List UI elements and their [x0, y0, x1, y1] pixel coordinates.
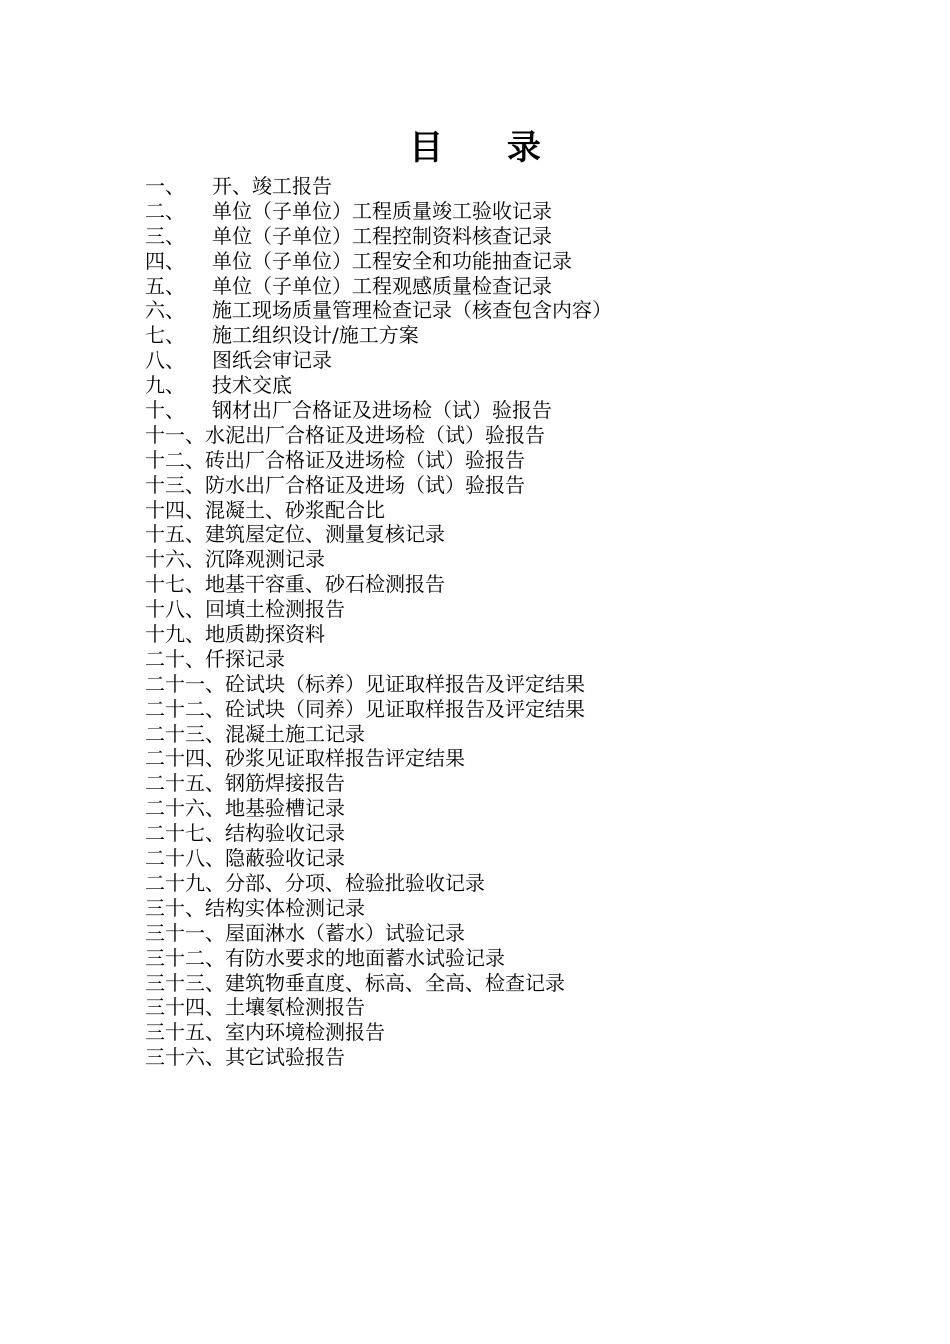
- toc-item: [145, 1045, 612, 1070]
- toc-item-number: 四、: [145, 248, 185, 273]
- toc-item: [145, 498, 612, 523]
- toc-item: [145, 572, 612, 597]
- toc-item-text: 开、竣工报告: [212, 174, 332, 198]
- toc-item-number: 二十六、: [145, 796, 225, 821]
- toc-item-number: 十、: [145, 398, 185, 423]
- toc-item-text: 其它试验报告: [225, 1045, 345, 1070]
- toc-item-number: 三十六、: [145, 1045, 225, 1070]
- toc-item-number: 十九、: [145, 622, 205, 647]
- toc-item-number: 三十一、: [145, 920, 225, 945]
- toc-item-text: 砂浆见证取样报告评定结果: [225, 746, 465, 771]
- toc-item-number: 三十四、: [145, 995, 225, 1020]
- toc-item-text: 单位（子单位）工程安全和功能抽查记录: [212, 248, 572, 273]
- toc-item-text: 砼试块（标养）见证取样报告及评定结果: [225, 671, 585, 696]
- toc-item: [145, 821, 612, 846]
- table-of-contents: [145, 174, 612, 1070]
- toc-item-number: 一、: [145, 174, 185, 198]
- toc-item: [145, 423, 612, 448]
- toc-item-number: 二十九、: [145, 870, 225, 895]
- toc-item-number: 六、: [145, 298, 185, 323]
- toc-item: [145, 448, 612, 473]
- toc-item-text: 建筑物垂直度、标高、全高、检查记录: [225, 970, 565, 995]
- toc-item-text: 建筑屋定位、测量复核记录: [205, 522, 445, 547]
- toc-item: [145, 373, 612, 398]
- toc-item-text: 仟探记录: [205, 646, 285, 671]
- toc-item-text: 水泥出厂合格证及进场检（试）验报告: [205, 422, 545, 447]
- toc-item-text: 防水出厂合格证及进场（试）验报告: [205, 472, 525, 497]
- toc-item-number: 十二、: [145, 447, 205, 472]
- toc-item-text: 室内环境检测报告: [225, 1020, 385, 1045]
- toc-item: [145, 1020, 612, 1045]
- toc-item: [145, 871, 612, 896]
- toc-item-number: 二十三、: [145, 721, 225, 746]
- toc-item: [145, 473, 612, 498]
- toc-item: [145, 771, 612, 796]
- toc-item-number: 二十八、: [145, 846, 225, 871]
- toc-item-text: 结构实体检测记录: [205, 895, 365, 920]
- toc-item: [145, 348, 612, 373]
- toc-item-number: 三十三、: [145, 970, 225, 995]
- toc-item-text: 施工组织设计/施工方案: [212, 323, 419, 348]
- toc-item-text: 混凝土、砂浆配合比: [205, 497, 385, 522]
- toc-item-number: 十一、: [145, 422, 205, 447]
- toc-item: [145, 746, 612, 771]
- toc-item-text: 砖出厂合格证及进场检（试）验报告: [205, 447, 525, 472]
- toc-item: [145, 547, 612, 572]
- toc-item: [145, 249, 612, 274]
- toc-item-text: 回填土检测报告: [205, 597, 345, 622]
- toc-item-text: 钢筋焊接报告: [225, 771, 345, 796]
- toc-item: [145, 896, 612, 921]
- toc-item-text: 混凝土施工记录: [225, 721, 365, 746]
- toc-item: [145, 323, 612, 348]
- toc-item: [145, 298, 612, 323]
- toc-item-number: 三十、: [145, 895, 205, 920]
- toc-item-number: 七、: [145, 323, 185, 348]
- page-title: 目 录: [409, 128, 567, 168]
- toc-item-number: 十七、: [145, 572, 205, 597]
- toc-item: [145, 622, 612, 647]
- toc-item-text: 土壤氡检测报告: [225, 995, 365, 1020]
- toc-item: [145, 224, 612, 249]
- toc-item-number: 十六、: [145, 547, 205, 572]
- toc-item-text: 钢材出厂合格证及进场检（试）验报告: [212, 398, 552, 423]
- toc-item: [145, 971, 612, 996]
- toc-item-number: 二、: [145, 198, 185, 223]
- toc-item-number: 十八、: [145, 597, 205, 622]
- toc-item: [145, 522, 612, 547]
- toc-item: [145, 647, 612, 672]
- toc-item-number: 二十五、: [145, 771, 225, 796]
- toc-item: [145, 921, 612, 946]
- toc-item-number: 十四、: [145, 497, 205, 522]
- toc-item-number: 九、: [145, 373, 185, 398]
- toc-item-text: 施工现场质量管理检查记录（核查包含内容）: [212, 298, 612, 323]
- toc-item-text: 地质勘探资料: [205, 622, 325, 647]
- toc-item-number: 八、: [145, 348, 185, 373]
- toc-item-number: 二十一、: [145, 671, 225, 696]
- toc-item-number: 十三、: [145, 472, 205, 497]
- toc-item: [145, 672, 612, 697]
- toc-item: [145, 796, 612, 821]
- toc-item: [145, 174, 612, 199]
- toc-item: [145, 398, 612, 423]
- toc-item-number: 三十五、: [145, 1020, 225, 1045]
- toc-item-text: 地基干容重、砂石检测报告: [205, 572, 445, 597]
- toc-item: [145, 946, 612, 971]
- toc-item-text: 沉降观测记录: [205, 547, 325, 572]
- toc-item: [145, 846, 612, 871]
- toc-item-text: 有防水要求的地面蓄水试验记录: [225, 945, 505, 970]
- toc-item-number: 三十二、: [145, 945, 225, 970]
- toc-item: [145, 199, 612, 224]
- toc-item: [145, 995, 612, 1020]
- toc-item-text: 结构验收记录: [225, 821, 345, 846]
- toc-item-text: 单位（子单位）工程观感质量检查记录: [212, 273, 552, 298]
- toc-item-number: 二十二、: [145, 696, 225, 721]
- toc-item-number: 五、: [145, 273, 185, 298]
- toc-item: [145, 722, 612, 747]
- toc-item: [145, 597, 612, 622]
- toc-item-number: 三、: [145, 223, 185, 248]
- toc-item-text: 砼试块（同养）见证取样报告及评定结果: [225, 696, 585, 721]
- toc-item-number: 二十四、: [145, 746, 225, 771]
- toc-item-text: 分部、分项、检验批验收记录: [225, 870, 485, 895]
- toc-item-text: 单位（子单位）工程控制资料核查记录: [212, 223, 552, 248]
- toc-item-number: 二十、: [145, 646, 205, 671]
- toc-item-text: 图纸会审记录: [212, 348, 332, 373]
- toc-item: [145, 274, 612, 299]
- toc-item-text: 单位（子单位）工程质量竣工验收记录: [212, 198, 552, 223]
- toc-item-text: 技术交底: [212, 373, 292, 398]
- toc-item-number: 十五、: [145, 522, 205, 547]
- toc-item-text: 隐蔽验收记录: [225, 846, 345, 871]
- toc-item: [145, 697, 612, 722]
- toc-item-number: 二十七、: [145, 821, 225, 846]
- toc-item-text: 地基验槽记录: [225, 796, 345, 821]
- toc-item-text: 屋面淋水（蓄水）试验记录: [225, 920, 465, 945]
